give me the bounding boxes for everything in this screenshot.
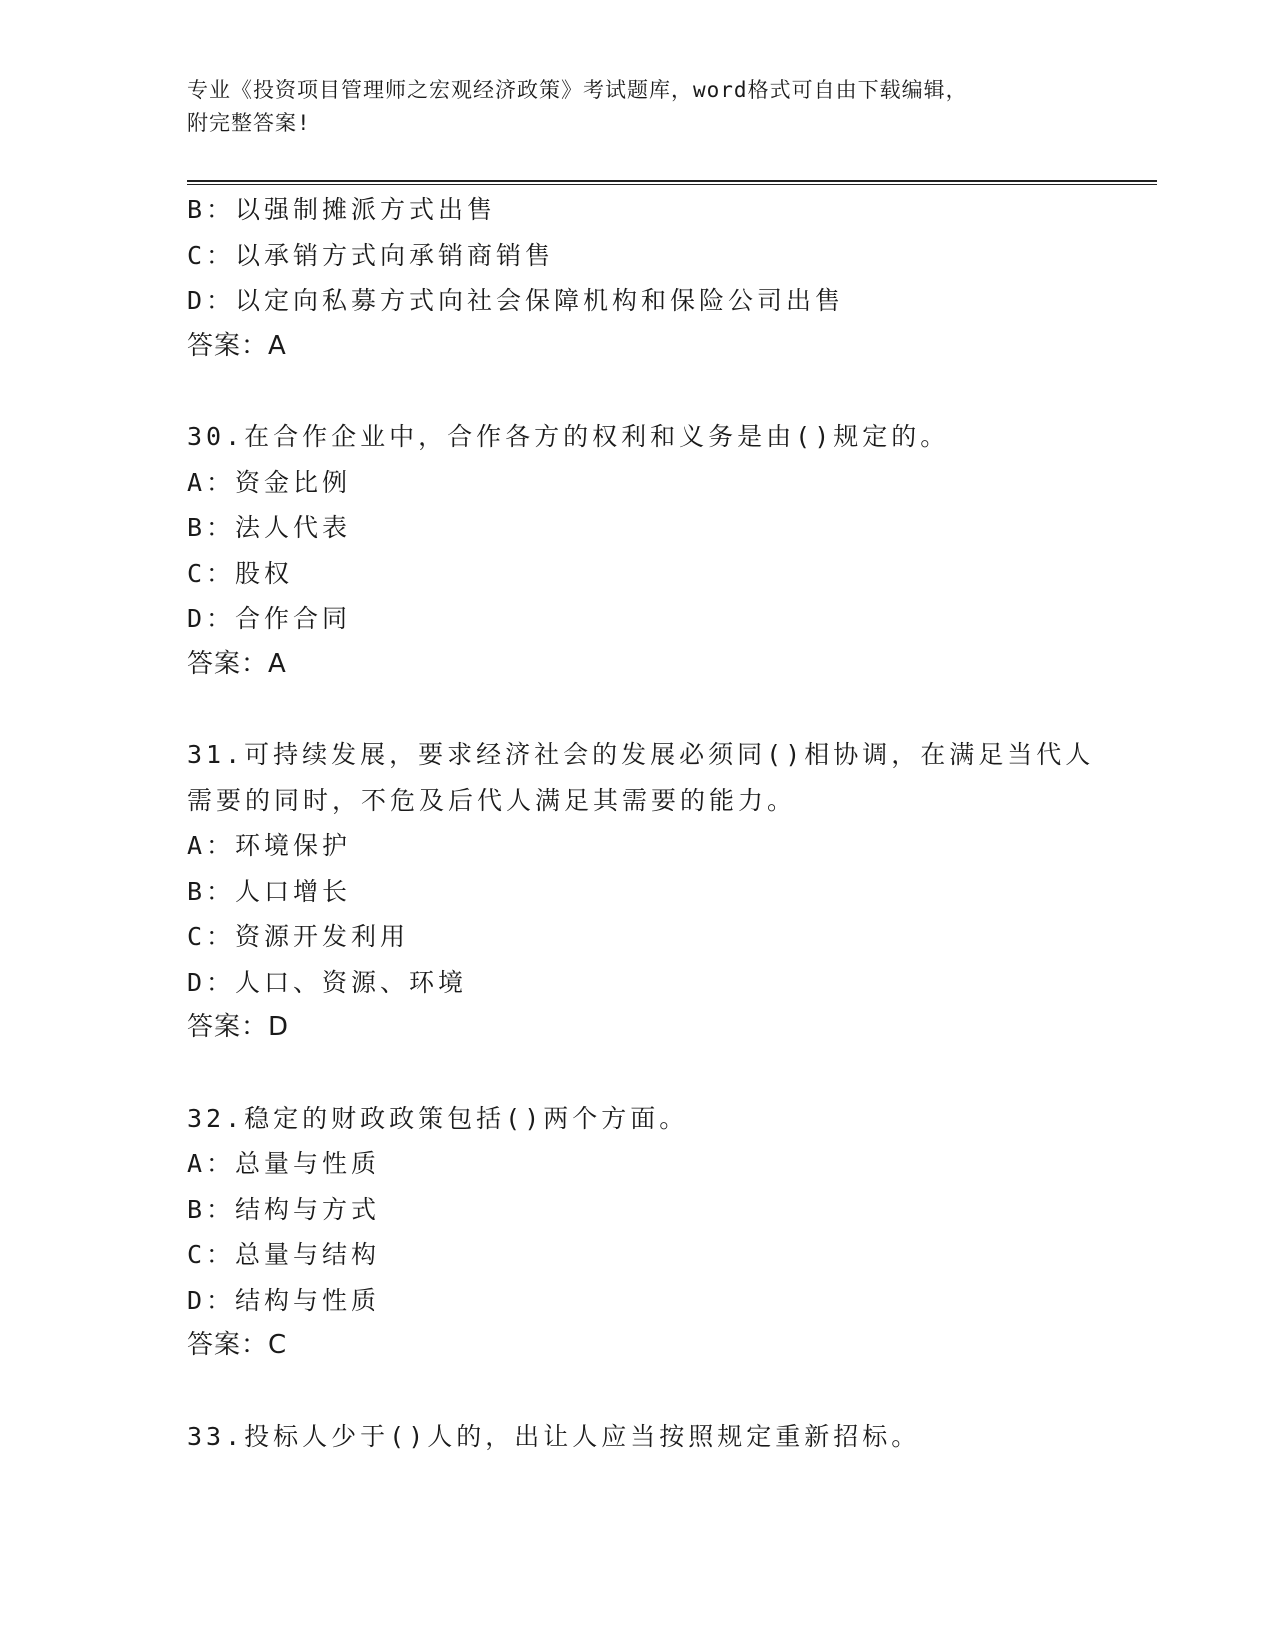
option-d: D：合作合同 xyxy=(187,604,352,633)
option-c: C：资源开发利用 xyxy=(187,922,410,951)
option-c: C：以承销方式向承销商销售 xyxy=(187,240,555,270)
question-text: 33.投标人少于()人的，出让人应当按照规定重新招标。 xyxy=(187,1421,921,1451)
question-29-tail xyxy=(187,187,1087,369)
question-text: 30.在合作企业中，合作各方的权利和义务是由()规定的。 xyxy=(187,422,950,451)
question-text-line-2: 需要的同时，不危及后代人满足其需要的能力。 xyxy=(187,785,797,815)
question-31 xyxy=(187,732,1095,1051)
option-a: A：总量与性质 xyxy=(187,1149,381,1178)
question-32 xyxy=(187,1096,1087,1369)
answer: 答案：D xyxy=(187,1012,290,1042)
option-a: A：环境保护 xyxy=(187,831,352,860)
document-header xyxy=(187,74,1067,140)
option-b: B：人口增长 xyxy=(187,876,352,906)
option-b: B：结构与方式 xyxy=(187,1194,381,1224)
option-c: C：总量与结构 xyxy=(187,1240,381,1269)
question-list xyxy=(187,187,1095,1459)
option-b: B：以强制摊派方式出售 xyxy=(187,195,497,224)
question-30 xyxy=(187,414,1087,687)
option-d: D：人口、资源、环境 xyxy=(187,967,468,997)
answer: 答案：C xyxy=(187,1330,288,1360)
option-b: B：法人代表 xyxy=(187,513,352,542)
answer: 答案：A xyxy=(187,648,287,679)
option-d: D：结构与性质 xyxy=(187,1285,381,1315)
header-divider-thin xyxy=(187,184,1157,185)
option-a: A：资金比例 xyxy=(187,467,352,497)
option-c: C：股权 xyxy=(187,558,294,588)
question-text: 32.稳定的财政政策包括()两个方面。 xyxy=(187,1103,689,1133)
header-line-2: 附完整答案! xyxy=(187,111,311,135)
question-text-line-1: 31.可持续发展，要求经济社会的发展必须同()相协调，在满足当代人 xyxy=(187,740,1095,769)
header-divider-thick xyxy=(187,180,1157,182)
answer: 答案：A xyxy=(187,330,287,361)
option-d: D：以定向私募方式向社会保障机构和保险公司出售 xyxy=(187,286,845,315)
header-line-1: 专业《投资项目管理师之宏观经济政策》考试题库，word格式可自由下载编辑， xyxy=(187,78,968,102)
question-33 xyxy=(187,1414,1087,1460)
